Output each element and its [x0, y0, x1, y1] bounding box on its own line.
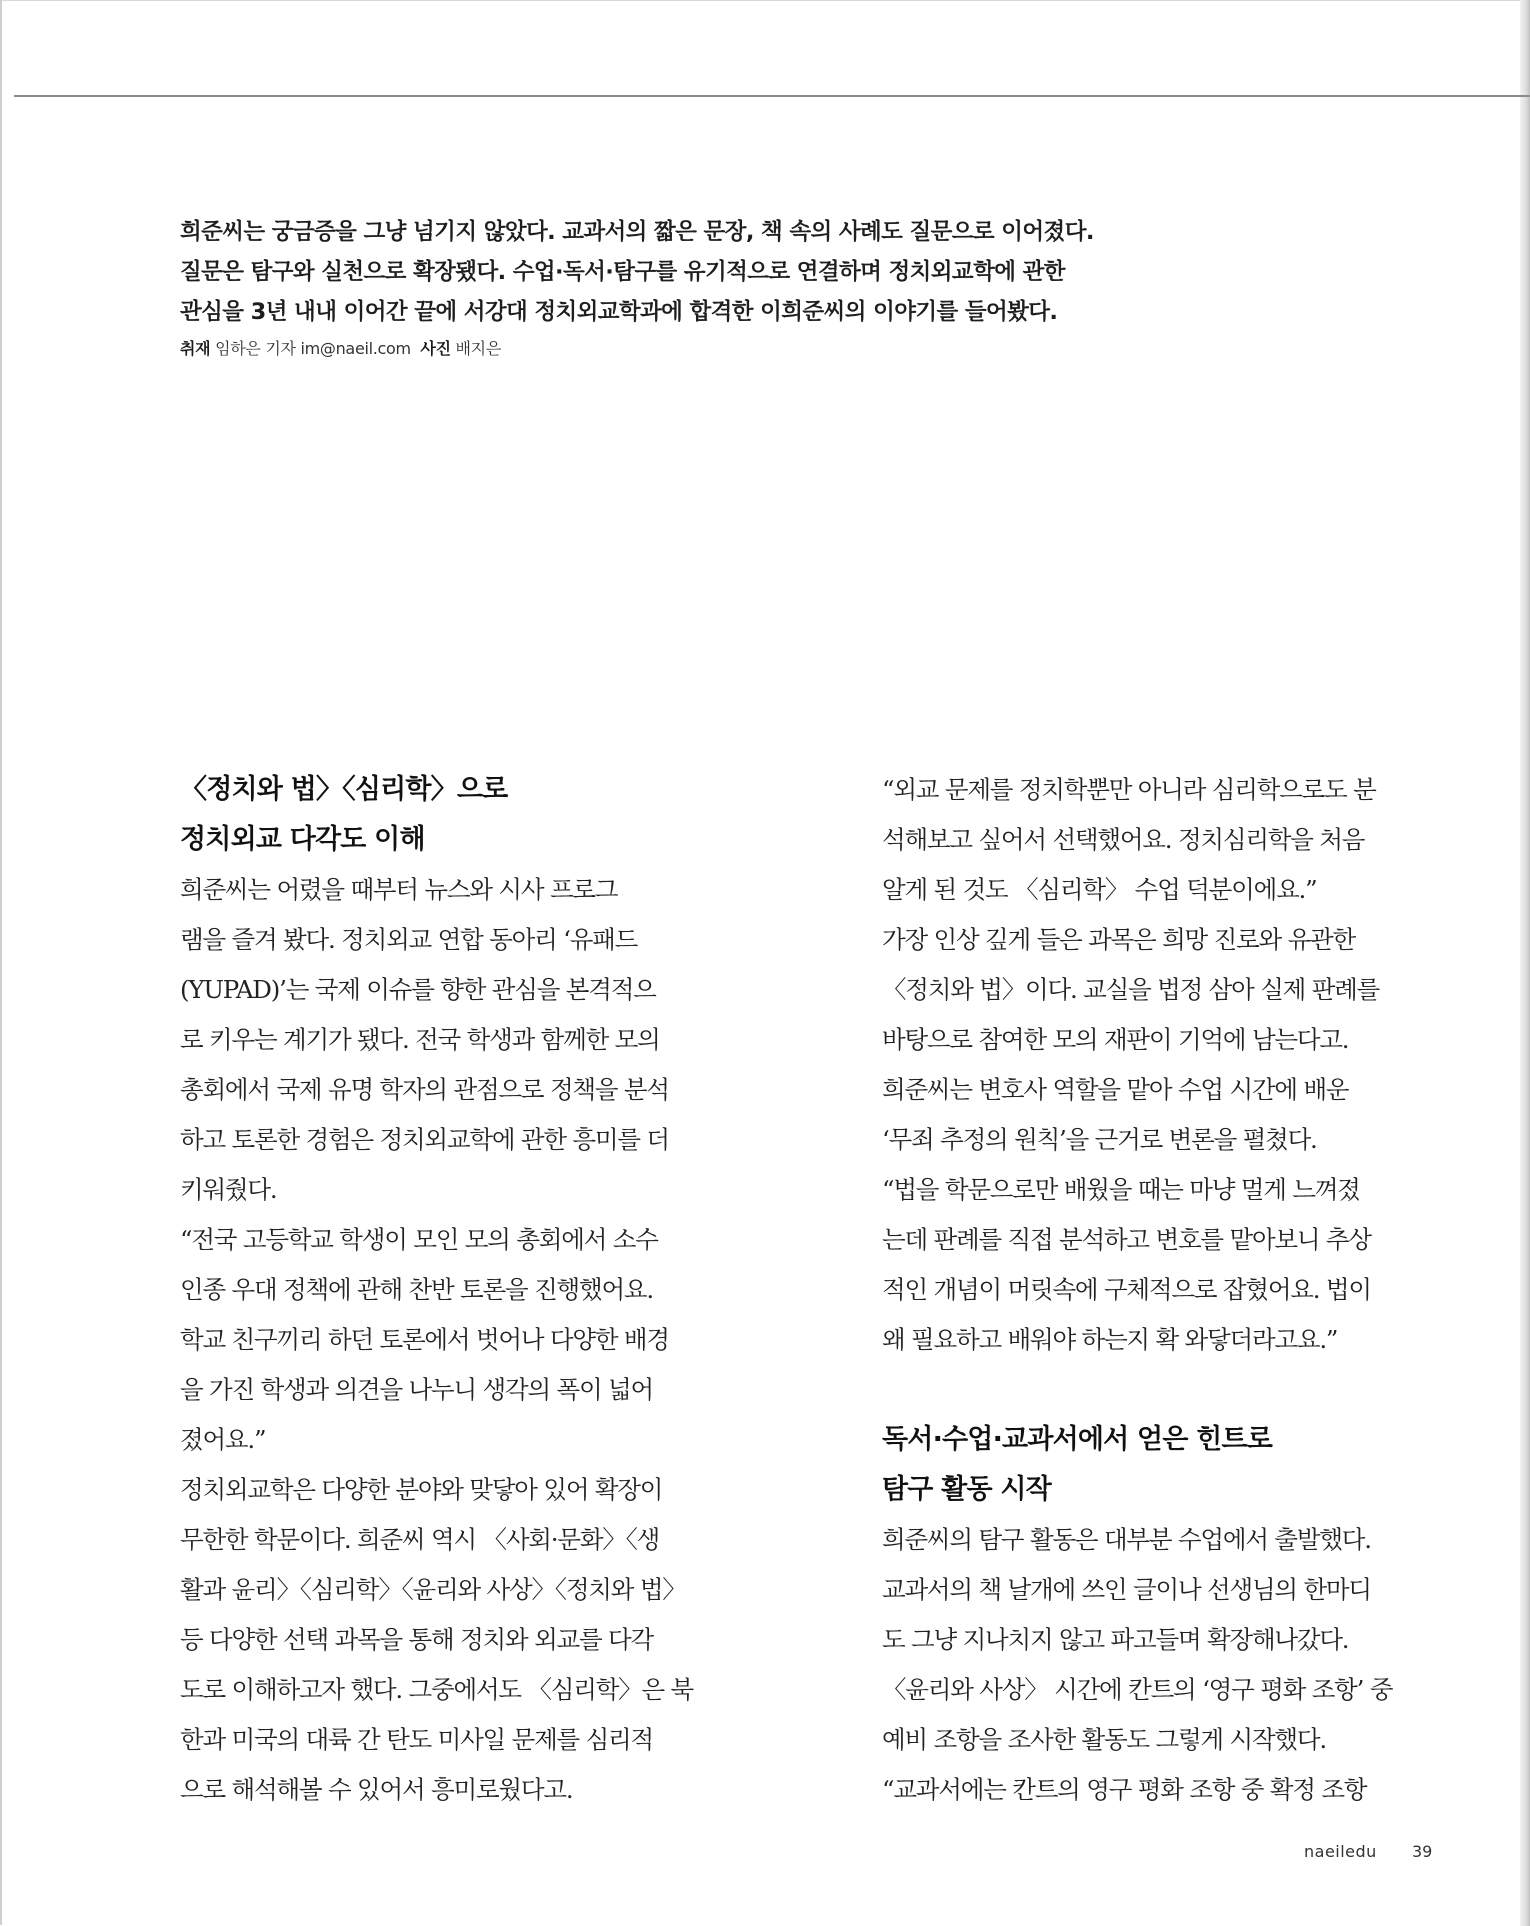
lead-line: 질문은 탐구와 실천으로 확장됐다. 수업·독서·탐구를 유기적으로 연결하며 정치외교학에 관한 [180, 259, 1065, 285]
body-text [180, 865, 740, 1815]
text-line: “교과서에는 칸트의 영구 평화 조항 중 확정 조항 [882, 1775, 1367, 1804]
text-line: 활과 윤리〉〈심리학〉〈윤리와 사상〉〈정치와 법〉 [180, 1575, 686, 1604]
text-line: 도 그냥 지나치지 않고 파고들며 확장해나갔다. [882, 1625, 1349, 1654]
right-column [882, 765, 1442, 1815]
text-line: 램을 즐겨 봤다. 정치외교 연합 동아리 ‘유패드 [180, 925, 638, 954]
header-rule [14, 95, 1530, 97]
lead-line: 관심을 3년 내내 이어간 끝에 서강대 정치외교학과에 합격한 이희준씨의 이야기를 들어봤다. [180, 299, 1058, 325]
text-line: 희준씨는 어렸을 때부터 뉴스와 시사 프로그 [180, 875, 618, 904]
text-line: 을 가진 학생과 의견을 나누니 생각의 폭이 넓어 [180, 1375, 653, 1404]
lead-paragraph [180, 212, 1180, 332]
text-line: 도로 이해하고자 했다. 그중에서도 〈심리학〉은 북 [180, 1675, 693, 1704]
heading-line: 독서·수업·교과서에서 얻은 힌트로 [882, 1424, 1273, 1455]
text-line: 가장 인상 깊게 들은 과목은 희망 진로와 유관한 [882, 925, 1355, 954]
text-line: 정치외교학은 다양한 분야와 맞닿아 있어 확장이 [180, 1475, 663, 1504]
text-line: 등 다양한 선택 과목을 통해 정치와 외교를 다각 [180, 1625, 653, 1654]
text-line: 한과 미국의 대륙 간 탄도 미사일 문제를 심리적 [180, 1725, 653, 1754]
report-label: 취재 [180, 339, 211, 358]
text-line: “외교 문제를 정치학뿐만 아니라 심리학으로도 분 [882, 775, 1376, 804]
page-number: 39 [1412, 1842, 1433, 1861]
text-line: 하고 토론한 경험은 정치외교학에 관한 흥미를 더 [180, 1125, 669, 1154]
section-heading [180, 765, 740, 865]
text-line: 으로 해석해볼 수 있어서 흥미로웠다고. [180, 1775, 573, 1804]
left-column [180, 765, 740, 1815]
text-line: 인종 우대 정책에 관해 찬반 토론을 진행했어요. [180, 1275, 653, 1304]
text-line: 는데 판례를 직접 분석하고 변호를 맡아보니 추상 [882, 1225, 1371, 1254]
text-line: 알게 된 것도 〈심리학〉 수업 덕분이에요.” [882, 875, 1317, 904]
byline [180, 336, 501, 359]
page-edge-shadow [1520, 0, 1530, 1926]
body-text [882, 765, 1442, 1365]
footer-brand: naeiledu [1304, 1842, 1377, 1861]
text-line: 희준씨는 변호사 역할을 맡아 수업 시간에 배운 [882, 1075, 1349, 1104]
text-line: “전국 고등학교 학생이 모인 모의 총회에서 소수 [180, 1225, 658, 1254]
text-line: 무한한 학문이다. 희준씨 역시 〈사회·문화〉〈생 [180, 1525, 660, 1554]
reporter: 임하은 기자 im@naeil.com [215, 339, 411, 358]
text-line: 적인 개념이 머릿속에 구체적으로 잡혔어요. 법이 [882, 1275, 1371, 1304]
text-line: 키워줬다. [180, 1175, 277, 1204]
text-line: 희준씨의 탐구 활동은 대부분 수업에서 출발했다. [882, 1525, 1371, 1554]
photographer: 배지은 [455, 339, 501, 358]
text-line: 로 키우는 계기가 됐다. 전국 학생과 함께한 모의 [180, 1025, 660, 1054]
text-line: 교과서의 책 날개에 쓰인 글이나 선생님의 한마디 [882, 1575, 1371, 1604]
text-line: (YUPAD)’는 국제 이슈를 향한 관심을 본격적으 [180, 975, 656, 1004]
text-line: 바탕으로 참여한 모의 재판이 기억에 남는다고. [882, 1025, 1349, 1054]
text-line: “법을 학문으로만 배웠을 때는 마냥 멀게 느껴졌 [882, 1175, 1360, 1204]
text-line: 학교 친구끼리 하던 토론에서 벗어나 다양한 배경 [180, 1325, 669, 1354]
body-text [882, 1515, 1442, 1815]
text-line: 〈정치와 법〉이다. 교실을 법정 삼아 실제 판례를 [882, 975, 1380, 1004]
text-line: 졌어요.” [180, 1425, 266, 1454]
text-line: 석해보고 싶어서 선택했어요. 정치심리학을 처음 [882, 825, 1365, 854]
text-line: 총회에서 국제 유명 학자의 관점으로 정책을 분석 [180, 1075, 669, 1104]
section-heading [882, 1415, 1442, 1515]
text-line: 왜 필요하고 배워야 하는지 확 와닿더라고요.” [882, 1325, 1338, 1354]
section-gap [882, 1365, 1442, 1415]
heading-line: 정치외교 다각도 이해 [180, 824, 425, 855]
lead-line: 희준씨는 궁금증을 그냥 넘기지 않았다. 교과서의 짧은 문장, 책 속의 사례도 질문으로 이어졌다. [180, 219, 1094, 245]
heading-line: 〈정치와 법〉〈심리학〉으로 [180, 774, 508, 805]
text-line: 〈윤리와 사상〉 시간에 칸트의 ‘영구 평화 조항’ 중 [882, 1675, 1393, 1704]
photo-label: 사진 [420, 339, 451, 358]
text-line: 예비 조항을 조사한 활동도 그렇게 시작했다. [882, 1725, 1326, 1754]
text-line: ‘무죄 추정의 원칙’을 근거로 변론을 펼쳤다. [882, 1125, 1317, 1154]
heading-line: 탐구 활동 시작 [882, 1474, 1051, 1505]
